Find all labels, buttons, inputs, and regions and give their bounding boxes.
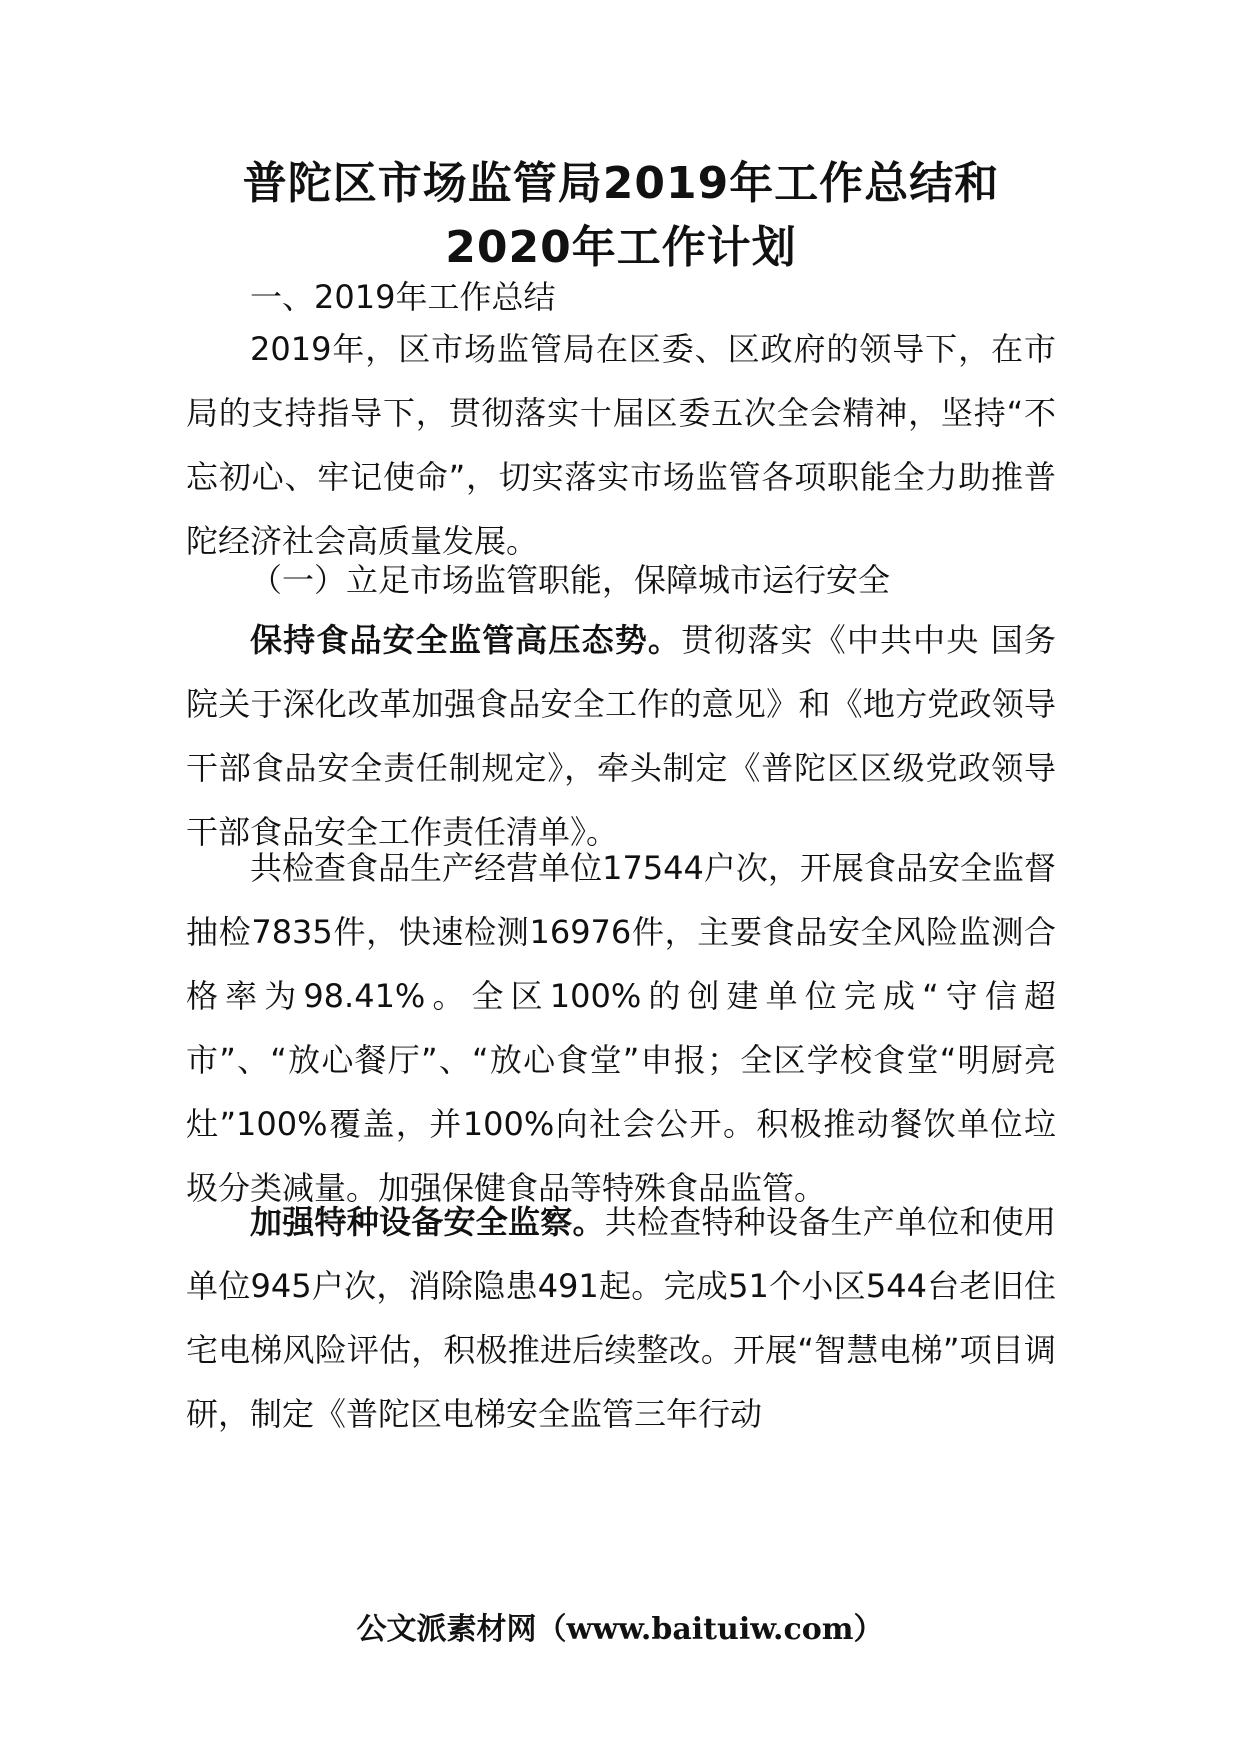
footer-watermark: 公文派素材网（www.baituiw.com） xyxy=(356,1612,884,1647)
paragraph-special-equipment xyxy=(186,1190,1056,1446)
paragraph-special-equipment-body: 共检查特种设备生产单位和使用单位945户次，消除隐患491起。完成51个小区544台老旧住宅电梯风险评估，积极推进后续整改。开展“智慧电梯”项目调研，制定《普陀区电梯安全监管三年行动 xyxy=(186,1203,1056,1433)
paragraph-special-equipment-lead: 加强特种设备安全监察。 xyxy=(250,1203,605,1241)
paragraph-food-safety-lead: 保持食品安全监管高压态势。 xyxy=(250,621,682,659)
paragraph-inspection-stats xyxy=(186,836,1056,1220)
paragraph-food-safety-text xyxy=(186,608,1056,864)
document-title: 普陀区市场监管局2019年工作总结和2020年工作计划 xyxy=(242,158,1000,273)
paragraph-intro xyxy=(186,317,1056,573)
section-heading-market-supervision: （一）立足市场监管职能，保障城市运行安全 xyxy=(250,561,891,599)
paragraph-food-safety xyxy=(186,608,1056,864)
paragraph-food-safety-body: 贯彻落实《中共中央 国务院关于深化改革加强食品安全工作的意见》和《地方党政领导干部食品安全责任制规定》，牵头制定《普陀区区级党政领导干部食品安全工作责任清单》。 xyxy=(186,621,1056,851)
section-heading-summary: 一、2019年工作总结 xyxy=(250,278,556,316)
paragraph-intro-text: 2019年，区市场监管局在区委、区政府的领导下，在市局的支持指导下，贯彻落实十届区委五次全会精神，坚持“不忘初心、牢记使命”，切实落实市场监管各项职能全力助推普陀经济社会高质量发展。 xyxy=(186,330,1056,560)
paragraph-special-equipment-text xyxy=(186,1190,1056,1446)
paragraph-inspection-stats-text: 共检查食品生产经营单位17544户次，开展食品安全监督抽检7835件，快速检测16976件，主要食品安全风险监测合格率为98.41%。全区100%的创建单位完成“守信超市”、“放心餐厅”、“放心食堂”申报；全区学校食堂“明厨亮灶”100%覆盖，并100%向社会公开。积极推动餐饮单位垃圾分类减量。加强保健食品等特殊食品监管。 xyxy=(186,849,1056,1207)
